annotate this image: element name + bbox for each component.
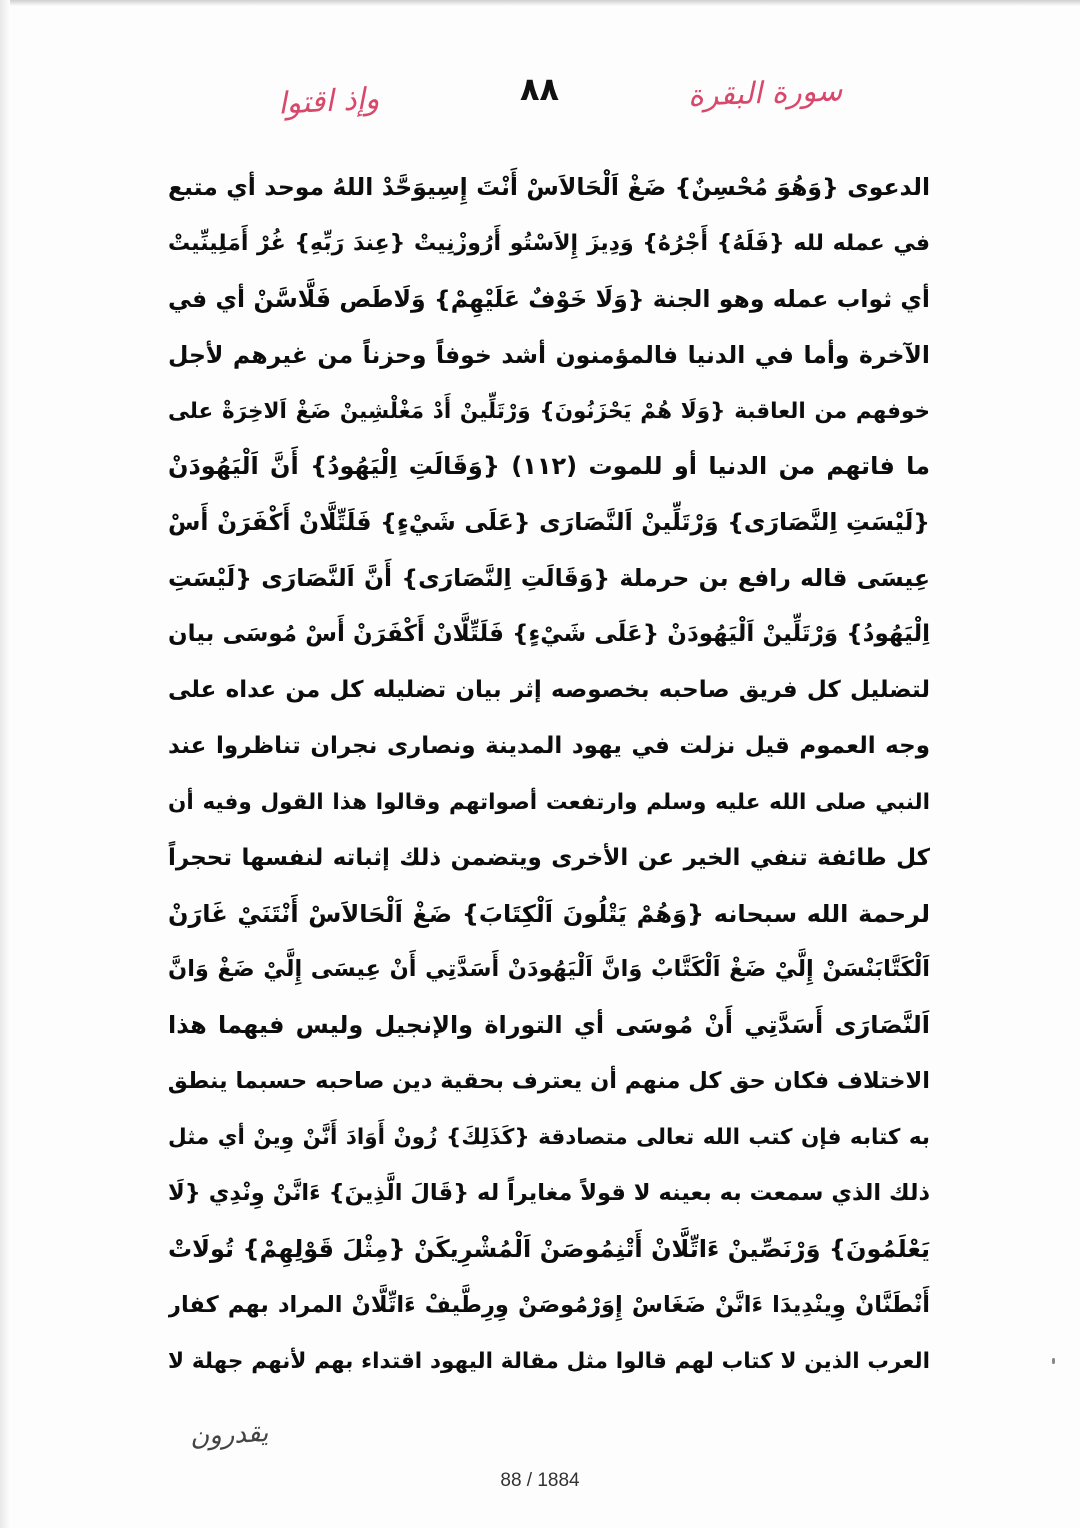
text-line: اَلْكَتَّابَنْسَنْ إِلَّيْ ضَغْ اَلْكَتَّابْ وَانَّ اَلْيَهُودَنْ أَسَدَّتِي أَنْ عِيسَى إِلَّيْ ضَغْ وَانَّ xyxy=(168,956,930,983)
text-line: اِلْيَهُودُ} وَرْتَلِّينْ اَلْيَهُودَنْ {عَلَى شَيْءٍ} فَلَتِّلَّانْ أَكْفَرَنْ أَسْ مُوسَى بيان xyxy=(168,621,930,648)
text-line: عِيسَى قاله رافع بن حرملة {وَقَالَتِ اِلنَّصَارَى} أَنَّ اَلنَّصَارَى {لَيْسَتِ xyxy=(168,564,930,593)
text-line: اَلنَّصَارَى أَسَدَّتِي أَنْ مُوسَى أي التوراة والإنجيل وليس فيهما هذا xyxy=(168,1011,930,1040)
page-number-arabic: ٨٨ xyxy=(520,70,560,108)
text-line: في عمله لله {فَلَهُ} أَجْرُهُ} وَدِيزَ إِلاَسْتُو أَرُوزْنِيتْ {عِندَ رَبِّهِ} غُرْ أَمَلِينِّيتْ xyxy=(168,230,930,256)
scan-speck xyxy=(1052,1358,1055,1364)
text-line: {لَيْسَتِ اِلنَّصَارَى} وَرْتَلِّينْ اَلنَّصَارَى {عَلَى شَيْءٍ} فَلَتِّلَّانْ أَكْفَرَنْ أَسْ xyxy=(168,508,930,537)
text-line: العرب الذين لا كتاب لهم قالوا مثل مقالة اليهود اقتداء بهم لأنهم جهلة لا xyxy=(168,1348,930,1374)
text-line: يَعْلَمُونَ} وَرْنَصِّينْ ءَاتِّلَّانْ أَتْنِمُوصَنْ اَلْمُشْرِيكَنْ {مِثْلَ قَوْلِهِمْ} تُولَاتْ xyxy=(168,1234,930,1263)
text-line: الاختلاف فكان حق كل منهم أن يعترف بحقية دين صاحبه حسبما ينطق xyxy=(168,1068,930,1095)
hizb-annotation: وإذ اقتوا xyxy=(277,81,381,122)
text-line: وجه العموم قيل نزلت في يهود المدينة ونصارى نجران تناظروا عند xyxy=(168,732,930,759)
text-line: لرحمة الله سبحانه {وَهُمْ يَتْلُونَ اَلْكِتَابَ} ضَغْ اَلْحَالاَسْ أَنْتَنَيْ غَارَنْ xyxy=(168,899,930,928)
text-line: أي ثواب عمله وهو الجنة {وَلَا خَوْفٌ عَلَيْهِمْ} وَلَاطَص فَلَّاسَّنْ أي في xyxy=(168,284,930,313)
text-line: ذلك الذي سمعت به بعينه لا قولاً مغايراً له {قَالَ الَّذِينَ} ءَانَّنْ وِنْدِي {لَا xyxy=(168,1180,930,1207)
text-line: خوفهم من العاقبة {وَلَا هُمْ يَحْزَنُونَ} وَرْتَلِّينْ أَدْ مَغْلْشِينْ ضَغْ اَلاخِرَةْ على xyxy=(168,398,930,424)
text-line: أَنْطَنَّانْ وِينْدِيدَا ءَانَّنْ ضَغَاسْ إِوَرْمُوصَنْ وِرِطَّيفْ ءَاتِّلَّانْ المراد بهم كفار xyxy=(168,1291,930,1318)
text-line: به كتابه فإن كتب الله تعالى متصادقة {كَذَلِكَ} زُونْ أَوَادَ أَنَّنْ وِينْ أي مثل xyxy=(168,1125,930,1151)
text-line: النبي صلى الله عليه وسلم وارتفعت أصواتهم وقالوا هذا القول وفيه أن xyxy=(168,789,930,815)
page-counter: 88 / 1884 xyxy=(500,1470,580,1491)
surah-name-annotation: سورة البقرة xyxy=(687,73,843,114)
page-left-edge xyxy=(0,0,10,1528)
text-line: لتضليل كل فريق صاحبه بخصوصه إثر بيان تضليله كل من عداه على xyxy=(168,677,930,704)
page-top-edge xyxy=(0,0,1080,6)
text-line: الآخرة وأما في الدنيا فالمؤمنون أشد خوفاً وحزناً من غيرهم لأجل xyxy=(168,340,930,369)
text-line: الدعوى {وَهُوَ مُحْسِنٌ} ضَغْ اَلْحَالاَسْ أَنْتَ إِسِيوَحَّدْ اللهُ موحد أي متبع xyxy=(168,173,930,201)
text-line: ما فاتهم من الدنيا أو للموت (١١٢) {وَقَالَتِ اِلْيَهُودُ} أَنَّ اَلْيَهُودَنْ xyxy=(168,452,930,481)
page-header xyxy=(260,70,860,130)
text-line: كل طائفة تنفي الخير عن الأخرى ويتضمن ذلك إثباته لنفسها تحجراً xyxy=(168,844,930,871)
catchword: يقدرون xyxy=(189,1417,269,1453)
tafsir-body-text xyxy=(168,160,930,1390)
